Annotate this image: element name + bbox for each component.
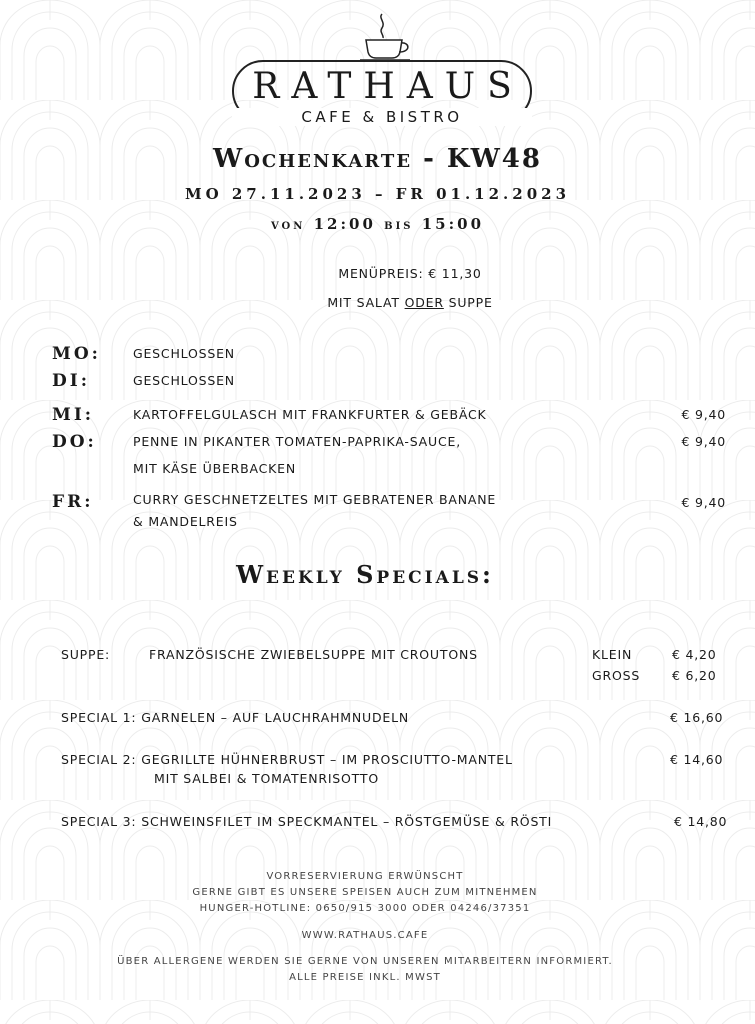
- menu-note: MIT SALAT ODER SUPPE: [327, 295, 493, 310]
- footer-takeaway: GERNE GIBT ES UNSERE SPEISEN AUCH ZUM MITNEHMEN: [192, 887, 538, 898]
- dish-friday: CURRY GESCHNETZELTES MIT GEBRATENER BANANE & MANDELREIS: [133, 492, 497, 529]
- dish-tuesday: GESCHLOSSEN: [133, 373, 235, 388]
- special-1: SPECIAL 1: GARNELEN – AUF LAUCHRAHMNUDELN: [61, 710, 409, 725]
- day-wednesday: MI:: [52, 405, 95, 425]
- soup-price-large: € 6,20: [672, 668, 717, 683]
- footer-hotline: HUNGER-HOTLINE: 0650/915 3000 ODER 04246/37351: [199, 903, 531, 914]
- page-title: Wochenkarte - KW48: [213, 144, 542, 174]
- special-3-price: € 14,80: [674, 814, 728, 829]
- dish-thursday: PENNE IN PIKANTER TOMATEN-PAPRIKA-SAUCE, MIT KÄSE ÜBERBACKEN: [133, 434, 461, 476]
- brand-name: RATHAUS: [252, 66, 524, 107]
- day-thursday: DO:: [52, 432, 97, 452]
- brand-subtitle: CAFE & BISTRO: [232, 108, 532, 126]
- footer-allergens: ÜBER ALLERGENE WERDEN SIE GERNE VON UNSEREN MITARBEITERN INFORMIERT.: [117, 956, 613, 967]
- special-3: SPECIAL 3: SCHWEINSFILET IM SPECKMANTEL – RÖSTGEMÜSE & RÖSTI: [61, 814, 553, 829]
- soup-dish: FRANZÖSISCHE ZWIEBELSUPPE MIT CROUTONS: [149, 647, 478, 662]
- coffee-cup-icon: [352, 10, 418, 62]
- menu-price: MENÜPREIS: € 11,30: [338, 266, 482, 281]
- footer-website[interactable]: WWW.RATHAUS.CAFE: [301, 930, 429, 941]
- soup-price-small: € 4,20: [672, 647, 717, 662]
- special-2: SPECIAL 2: GEGRILLTE HÜHNERBRUST – IM PROSCIUTTO-MANTEL: [61, 752, 513, 767]
- opening-hours: VON 12:00 BIS 15:00: [270, 215, 485, 233]
- date-range: MO 27.11.2023 – FR 01.12.2023: [184, 185, 571, 203]
- special-2-desc: MIT SALBEI & TOMATENRISOTTO: [154, 771, 379, 786]
- soup-size-large: GROSS: [592, 668, 641, 683]
- price-thursday: € 9,40: [681, 434, 726, 449]
- soup-size-small: KLEIN: [592, 647, 633, 662]
- day-tuesday: DI:: [52, 371, 90, 391]
- soup-label: SUPPE:: [61, 647, 111, 662]
- price-wednesday: € 9,40: [681, 407, 726, 422]
- specials-title: Weekly Specials:: [236, 560, 494, 589]
- footer-reservation: VORRESERVIERUNG ERWÜNSCHT: [266, 871, 464, 882]
- special-2-price: € 14,60: [670, 752, 724, 767]
- day-friday: FR:: [52, 492, 94, 512]
- dish-monday: GESCHLOSSEN: [133, 346, 235, 361]
- dish-wednesday: KARTOFFELGULASCH MIT FRANKFURTER & GEBÄCK: [133, 407, 487, 422]
- price-friday: € 9,40: [681, 495, 726, 510]
- footer-vat: ALLE PREISE INKL. MWST: [289, 972, 441, 983]
- special-1-price: € 16,60: [670, 710, 724, 725]
- day-monday: MO:: [52, 344, 101, 364]
